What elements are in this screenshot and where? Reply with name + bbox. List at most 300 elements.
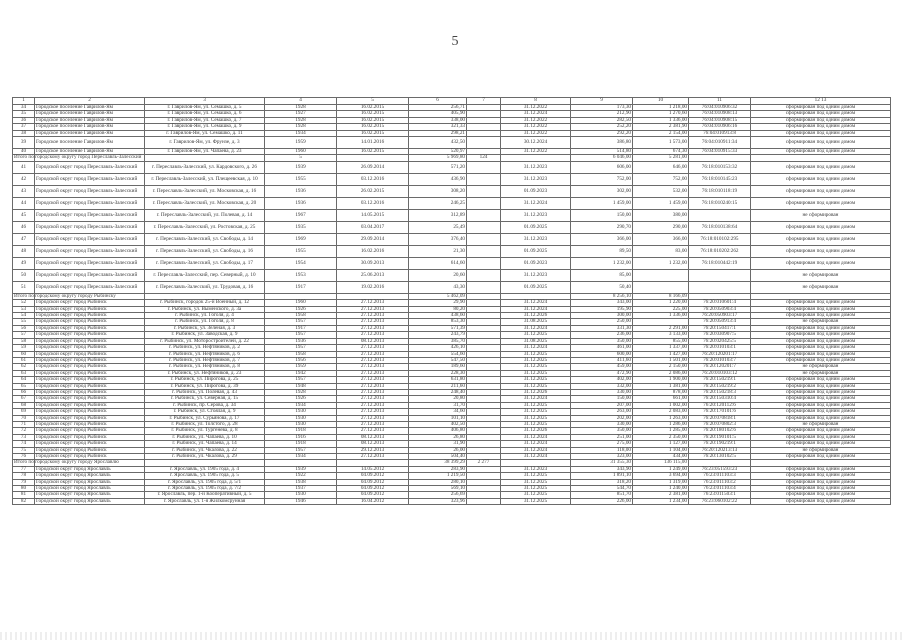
- table-cell: 08.12.2013: [337, 441, 409, 447]
- table-cell: г. Переславль-Залесский, ул. Полевая, д. 14: [145, 209, 265, 221]
- table-cell: 263,00: [571, 409, 633, 415]
- table-cell: Городской округ город Переславль-Залесский: [35, 185, 145, 197]
- table-cell: сформирован под одним домом: [751, 137, 891, 149]
- table-cell: 330,00: [571, 421, 633, 427]
- table-cell: г. Рыбинск, ул. Выменского, д. 3а: [145, 306, 265, 312]
- table-cell: 338,00: [409, 117, 467, 123]
- table-cell: г. Гаврилов-Ям, ул. Фрунзе, д. 3: [145, 137, 265, 149]
- table-cell: 292,20: [571, 130, 633, 136]
- table-cell: сформирован под одним домом: [751, 357, 891, 363]
- table-cell: 1930: [265, 409, 337, 415]
- table-cell: 48: [13, 245, 35, 257]
- table-cell: 661,00: [633, 396, 689, 402]
- table-cell: 31.12.2025: [501, 370, 571, 376]
- table-cell: сформирован под одним домом: [751, 492, 891, 498]
- table-cell: Городской округ город Ярославль: [35, 479, 145, 485]
- table-cell: 514,80: [571, 149, 633, 155]
- table-cell: сформирован под одним домом: [751, 434, 891, 440]
- table-cell: 1948: [265, 383, 337, 389]
- table-cell: г. Переславль-Залесский, ул. Кардовского, д. 26: [145, 161, 265, 173]
- table-cell: 343,00: [571, 300, 633, 306]
- table-cell: Городской округ город Переславль-Залесский: [35, 161, 145, 173]
- table-cell: сформирован под одним домом: [751, 409, 891, 415]
- table-cell: 25.06.2013: [337, 269, 409, 281]
- table-cell: г. Переславль-Залесский, ул. Свободы, д. 16: [145, 245, 265, 257]
- table-cell: 76:20:020425:5: [689, 338, 751, 344]
- table-cell: 1954: [265, 257, 337, 269]
- table-cell: 31.12.2025: [501, 415, 571, 421]
- table-cell: 331,30: [571, 325, 633, 331]
- table-cell: 76:23:060102:22: [689, 498, 751, 504]
- table-cell: не сформирован: [751, 370, 891, 376]
- table-cell: 56: [13, 325, 35, 331]
- table-cell: 298,21: [409, 130, 467, 136]
- table-cell: Городской округ город Рыбинск: [35, 421, 145, 427]
- table-cell: 1936: [265, 197, 337, 209]
- table-cell: 83,00: [633, 245, 689, 257]
- table-cell: 76:04:010908:15: [689, 117, 751, 123]
- table-cell: Городской округ город Рыбинск: [35, 370, 145, 376]
- table-cell: сформирован под одним домом: [751, 428, 891, 434]
- table-cell: Городской округ город Рыбинск: [35, 415, 145, 421]
- table-cell: сформирован под одним домом: [751, 149, 891, 155]
- table-cell: Городской округ город Рыбинск: [35, 306, 145, 312]
- table-cell: 631,80: [409, 377, 467, 383]
- table-cell: 76:20:150219:1: [689, 377, 751, 383]
- page-number: 5: [451, 34, 459, 49]
- table-cell: [467, 257, 501, 269]
- table-cell: 1957: [265, 447, 337, 453]
- table-cell: 04.09.2012: [337, 486, 409, 492]
- table-cell: 308,20: [409, 185, 467, 197]
- table-cell: 1928: [265, 389, 337, 395]
- table-cell: 1917: [265, 281, 337, 293]
- table-cell: 69: [13, 409, 35, 415]
- table-cell: Городской округ город Рыбинск: [35, 357, 145, 363]
- table-cell: 5: [265, 155, 337, 161]
- header-cell: 10: [633, 98, 689, 105]
- table-cell: 434,00: [633, 454, 689, 460]
- table-cell: 1928: [265, 124, 337, 130]
- table-cell: 1955: [265, 173, 337, 185]
- table-cell: 212,90: [571, 111, 633, 117]
- table-cell: 31.12.2025: [501, 351, 571, 357]
- table-cell: 45: [13, 209, 35, 221]
- table-cell: 31.12.2023: [501, 161, 571, 173]
- table-cell: 461,00: [571, 345, 633, 351]
- table-cell: 31.12.2024: [501, 441, 571, 447]
- table-cell: 472,90: [571, 370, 633, 376]
- table-cell: 31.12.2025: [501, 357, 571, 363]
- table-cell: 31.12.2023: [501, 233, 571, 245]
- table-cell: 8 166,09: [633, 293, 689, 299]
- table-cell: 31.12.2025: [501, 402, 571, 408]
- table-cell: сформирован под одним домом: [751, 332, 891, 338]
- table-cell: 25,49: [409, 221, 467, 233]
- table-cell: сформирован под одним домом: [751, 454, 891, 460]
- table-cell: [467, 269, 501, 281]
- table-cell: Городской округ город Ярославль: [35, 492, 145, 498]
- table-cell: 08.12.2013: [337, 338, 409, 344]
- table-cell: Итого по городскому округу городу Ярославлю: [14, 459, 119, 466]
- table-cell: 1939: [265, 466, 337, 472]
- table-cell: г. Переславль-Залесский, ул. Плещеевская, д. 10: [145, 173, 265, 185]
- table-cell: 31.12.2025: [501, 473, 571, 479]
- table-cell: 101,10: [409, 415, 467, 421]
- table-cell: Городской округ город Рыбинск: [35, 434, 145, 440]
- table-cell: 27.12.2013: [337, 421, 409, 427]
- table-cell: не сформирован: [751, 447, 891, 453]
- table-cell: сформирован под одним домом: [751, 233, 891, 245]
- table-cell: 2 291,00: [633, 325, 689, 331]
- table-cell: 380,00: [633, 209, 689, 221]
- table-cell: 76:20:150218:3: [689, 389, 751, 395]
- table-cell: 03.12.2016: [337, 197, 409, 209]
- table-cell: 547,50: [409, 357, 467, 363]
- table-cell: 3 694,00: [633, 473, 689, 479]
- table-cell: г. Гаврилов-Ям, ул. Семашко, д. 7: [145, 117, 265, 123]
- table-cell: 402,00: [571, 377, 633, 383]
- table-cell: сформирован под одним домом: [751, 377, 891, 383]
- table-row: [13, 257, 891, 269]
- table-cell: сформирован под одним домом: [751, 173, 891, 185]
- table-cell: 1 501,00: [633, 357, 689, 363]
- table-cell: 1930: [265, 415, 337, 421]
- table-cell: 76:20:050903:4: [689, 306, 751, 312]
- table-cell: Городской округ город Рыбинск: [35, 389, 145, 395]
- table-cell: 31.12.2024: [501, 454, 571, 460]
- table-cell: 81: [13, 492, 35, 498]
- table-cell: 76:18:010240:15: [689, 197, 751, 209]
- table-cell: 76:23:011103:3: [689, 473, 751, 479]
- table-cell: 31.12.2024: [501, 325, 571, 331]
- table-cell: 1930: [265, 421, 337, 427]
- table-cell: 1 104,00: [633, 447, 689, 453]
- table-cell: 74: [13, 441, 35, 447]
- table-cell: 1935: [265, 221, 337, 233]
- table-cell: 82: [13, 498, 35, 504]
- table-cell: 318,20: [571, 479, 633, 485]
- table-cell: 1 218,00: [633, 105, 689, 111]
- table-cell: 1967: [265, 209, 337, 221]
- table-cell: 27.12.2013: [337, 428, 409, 434]
- table-cell: 27.12.2013: [337, 370, 409, 376]
- table-cell: 55: [13, 319, 35, 325]
- table-cell: 323,00: [571, 454, 633, 460]
- table-cell: 35: [13, 111, 35, 117]
- table-cell: 31.12.2025: [501, 421, 571, 427]
- table-cell: 1957: [265, 345, 337, 351]
- table-cell: 436,90: [409, 173, 467, 185]
- table-cell: г. Рыбинск, ул. Нефтяников, д. 7: [145, 357, 265, 363]
- table-cell: 402,50: [409, 421, 467, 427]
- table-cell: г. Рыбинск, городок 25-й Военный, д. 12: [145, 300, 265, 306]
- table-cell: 189,60: [409, 364, 467, 370]
- table-cell: 332,00: [571, 383, 633, 389]
- table-cell: 27.12.2013: [337, 409, 409, 415]
- table-cell: 426,10: [409, 345, 467, 351]
- table-cell: 246,25: [409, 197, 467, 209]
- table-cell: 76:18:010202:262: [689, 245, 751, 257]
- table-cell: Городское поселение Гаврилов-Ям: [35, 105, 145, 111]
- table-cell: 1934: [265, 454, 337, 460]
- table-cell: 16.02.2015: [337, 105, 409, 111]
- table-cell: 76: [13, 454, 35, 460]
- table-cell: г. Рыбинск, ул. Пирогова, д. 39: [145, 383, 265, 389]
- table-cell: 2 277: [467, 460, 501, 466]
- table-cell: 78: [13, 473, 35, 479]
- table-cell: 459,00: [571, 364, 633, 370]
- table-cell: 76:18:010118:19: [689, 185, 751, 197]
- table-cell: 76:04:010911:34: [689, 137, 751, 149]
- table-cell: Городской округ город Рыбинск: [35, 319, 145, 325]
- table-cell: Итого по городскому округу городу Рыбинску: [14, 292, 116, 299]
- table-cell: сформирован под одним домом: [751, 441, 891, 447]
- table-cell: 386,80: [571, 137, 633, 149]
- table-cell: сформирован под одним домом: [751, 486, 891, 492]
- table-cell: 150,00: [571, 396, 633, 402]
- table-cell: г. Рыбинск, ул. Чапаева, д. 10: [145, 434, 265, 440]
- table-cell: 31.12.2026: [501, 389, 571, 395]
- table-row: [13, 269, 891, 281]
- table-cell: [689, 281, 751, 293]
- table-cell: 1942: [265, 370, 337, 376]
- table-cell: 323,96: [409, 498, 467, 504]
- table-cell: г. Ярославль, ул. 1905 года, д. 5/1: [145, 479, 265, 485]
- table-cell: 1969: [265, 233, 337, 245]
- table-cell: 282,50: [571, 117, 633, 123]
- table-cell: 31.12.2025: [501, 479, 571, 485]
- table-cell: 67: [13, 396, 35, 402]
- table-cell: 43,30: [409, 281, 467, 293]
- table-cell: сформирован под одним домом: [751, 313, 891, 319]
- table-cell: 76:18:010102:295: [689, 233, 751, 245]
- table-cell: Городской округ город Рыбинск: [35, 332, 145, 338]
- table-cell: 211,60: [409, 383, 467, 389]
- table-cell: 1922: [265, 473, 337, 479]
- header-cell: 11: [689, 98, 751, 105]
- table-cell: 1 232,00: [571, 257, 633, 269]
- table-cell: 31.12.2023: [501, 173, 571, 185]
- table-cell: не сформирован: [751, 319, 891, 325]
- table-cell: 1934: [265, 130, 337, 136]
- table-cell: Городской округ город Рыбинск: [35, 345, 145, 351]
- table-cell: 27.12.2013: [337, 306, 409, 312]
- table-cell: 290,70: [571, 221, 633, 233]
- table-cell: 76:18:010138:64: [689, 221, 751, 233]
- table-cell: 71: [13, 421, 35, 427]
- table-cell: 411,60: [571, 357, 633, 363]
- header-cell: 5: [337, 98, 409, 105]
- table-cell: 31.12.2024: [501, 306, 571, 312]
- table-cell: Городской округ город Ярославль: [35, 498, 145, 504]
- table-cell: 62: [13, 364, 35, 370]
- table-cell: 1960: [265, 149, 337, 155]
- table-cell: 571,20: [409, 161, 467, 173]
- table-cell: г. Гаврилов-Ям, ул. Чапаева, д. 23: [145, 149, 265, 155]
- table-cell: г. Ярославль, ул. 1905 года, д. 7/2: [145, 486, 265, 492]
- table-cell: 40: [13, 149, 35, 155]
- table-cell: 76:20:010103:12: [689, 370, 751, 376]
- table-cell: г. Ярославль, ул. 1905 года, д. 4: [145, 466, 265, 472]
- table-cell: 26.02.2015: [337, 185, 409, 197]
- table-cell: 57: [13, 332, 35, 338]
- table-cell: г. Переславль-Залесский, ул. Свободы, д. 17: [145, 257, 265, 269]
- table-cell: 1957: [265, 377, 337, 383]
- table-cell: 31.12.2023: [501, 466, 571, 472]
- header-cell: 1: [13, 98, 35, 105]
- table-cell: 16.02.2015: [337, 117, 409, 123]
- table-cell: сформирован под одним домом: [751, 197, 891, 209]
- table-cell: Городской округ город Переславль-Залесский: [35, 197, 145, 209]
- table-cell: 569,10: [409, 486, 467, 492]
- table-cell: 1926: [265, 396, 337, 402]
- table-cell: 50,40: [571, 281, 633, 293]
- table-cell: 30.09.2013: [337, 257, 409, 269]
- table-cell: сформирован под одним домом: [751, 111, 891, 117]
- table-cell: г. Рыбинск, ул. Тургенева, д. 8: [145, 428, 265, 434]
- table-cell: [467, 281, 501, 293]
- table-row: [13, 185, 891, 197]
- table-cell: 1946: [265, 498, 337, 504]
- table-cell: г. Рыбинск, ул. Зеленая, д. 3: [145, 325, 265, 331]
- table-cell: 76:20:170101:6: [689, 409, 751, 415]
- table-cell: 43: [13, 185, 35, 197]
- table-cell: 312,89: [409, 209, 467, 221]
- table-cell: 60: [13, 351, 35, 357]
- table-cell: Городской округ город Рыбинск: [35, 441, 145, 447]
- table-cell: 226,00: [571, 498, 633, 504]
- table-cell: 1930: [265, 492, 337, 498]
- table-cell: 73: [13, 434, 35, 440]
- table-cell: Городской округ город Рыбинск: [35, 409, 145, 415]
- table-cell: 76:20:120112:6: [689, 402, 751, 408]
- table-cell: 405,90: [409, 111, 467, 117]
- table-cell: Городское поселение Гаврилов-Ям: [35, 130, 145, 136]
- table-cell: 31.12.2024: [501, 300, 571, 306]
- table-cell: Городской округ город Ярославль: [35, 473, 145, 479]
- table-cell: 228,30: [409, 370, 467, 376]
- table-cell: 855,00: [633, 338, 689, 344]
- table-cell: 16.02.2015: [337, 130, 409, 136]
- table-cell: Городской округ город Рыбинск: [35, 383, 145, 389]
- table-cell: г. Рыбинск, ул. Моторостроителей, д. 22: [145, 338, 265, 344]
- table-cell: сформирован под одним домом: [751, 473, 891, 479]
- table-cell: 136 115,00: [633, 460, 689, 466]
- table-cell: 1960: [265, 300, 337, 306]
- table-cell: 27.12.2013: [337, 300, 409, 306]
- table-cell: 26,80: [409, 434, 467, 440]
- table-cell: 1 220,00: [633, 300, 689, 306]
- table-cell: 1957: [265, 332, 337, 338]
- table-cell: 77: [13, 466, 35, 472]
- table-cell: 366,00: [633, 233, 689, 245]
- table-cell: 1928: [265, 105, 337, 111]
- table-cell: Городской округ город Рыбинск: [35, 447, 145, 453]
- table-cell: 1 232,00: [633, 257, 689, 269]
- table-cell: г. Рыбинск, ул. Гоголя, д. 8: [145, 319, 265, 325]
- table-cell: 1 234,00: [633, 498, 689, 504]
- table-cell: 01.09.2025: [501, 221, 571, 233]
- table-cell: Городской округ город Ярославль: [35, 486, 145, 492]
- table-cell: 31.12.2025: [501, 364, 571, 370]
- table-cell: 256,71: [409, 105, 467, 111]
- table-cell: 31.12.2024: [501, 396, 571, 402]
- table-cell: 27.12.2013: [337, 319, 409, 325]
- table-cell: не сформирован: [751, 281, 891, 293]
- table-cell: [467, 185, 501, 197]
- table-cell: 80,20: [409, 306, 467, 312]
- header-cell: 12 13: [751, 98, 891, 105]
- table-cell: сформирован под одним домом: [751, 221, 891, 233]
- table-cell: 31,70: [409, 402, 467, 408]
- table-cell: 31.12.2023: [501, 269, 571, 281]
- table-cell: Городской округ город Рыбинск: [35, 396, 145, 402]
- table-cell: 20,60: [409, 269, 467, 281]
- table-cell: сформирован под одним домом: [751, 345, 891, 351]
- table-cell: сформирован под одним домом: [751, 105, 891, 111]
- data-table-container: [12, 97, 890, 505]
- table-cell: г. Гаврилов-Ям, ул. Семашко, д. 6: [145, 111, 265, 117]
- table-cell: 504,40: [409, 454, 467, 460]
- table-cell: Городской округ город Переславль-Залесский: [35, 257, 145, 269]
- table-cell: 01.09.2023: [501, 185, 571, 197]
- table-cell: г. Ярославль, пер. 1-й Кооперативный, д. 5: [145, 492, 265, 498]
- table-cell: сформирован под одним домом: [751, 185, 891, 197]
- table-cell: 1957: [265, 319, 337, 325]
- table-cell: 290,00: [633, 221, 689, 233]
- table-cell: Городской округ город Рыбинск: [35, 351, 145, 357]
- table-cell: г. Рыбинск, ул. Чапаева, д. 14: [145, 441, 265, 447]
- table-cell: Городской округ город Переславль-Залесский: [35, 269, 145, 281]
- table-cell: сформирован под одним домом: [751, 161, 891, 173]
- table-cell: г. Переславль-Залесский, ул. Свободы, д. 14: [145, 233, 265, 245]
- table-cell: сформирован под одним домом: [751, 389, 891, 395]
- table-cell: 2 150,00: [633, 364, 689, 370]
- table-cell: Городской округ город Рыбинск: [35, 313, 145, 319]
- table-cell: 76:04:010908:13: [689, 111, 751, 117]
- table-cell: 2 154,00: [633, 130, 689, 136]
- table-cell: сформирован под одним домом: [751, 257, 891, 269]
- table-cell: 252,20: [571, 124, 633, 130]
- table-cell: г. Переславль-Залесский, ул. Московская, д. 16: [145, 185, 265, 197]
- table-cell: 47: [13, 233, 35, 245]
- table-cell: 89,50: [571, 245, 633, 257]
- table-cell: 1 337,00: [633, 345, 689, 351]
- table-cell: 76:20:120201:7: [689, 364, 751, 370]
- table-cell: 51: [13, 281, 35, 293]
- table-cell: 01.09.2025: [501, 245, 571, 257]
- table-cell: 207,00: [571, 402, 633, 408]
- table-cell: 76:20:180102:6: [689, 428, 751, 434]
- table-cell: [467, 209, 501, 221]
- table-cell: 31.08.2025: [501, 338, 571, 344]
- table-cell: 16.02.2016: [337, 245, 409, 257]
- table-cell: 72: [13, 428, 35, 434]
- table-cell: Городское поселение Гаврилов-Ям: [35, 149, 145, 155]
- table-cell: 31 355,30: [571, 460, 633, 466]
- table-cell: 63: [13, 370, 35, 376]
- table-cell: 571,39: [409, 325, 467, 331]
- header-cell: 4: [265, 98, 337, 105]
- table-cell: г. Рыбинск, ул. Стоялая, д. 9: [145, 409, 265, 415]
- header-cell: 2: [35, 98, 145, 105]
- header-cell: 8: [501, 98, 571, 105]
- table-cell: 27.12.2013: [337, 415, 409, 421]
- table-cell: 646,00: [633, 161, 689, 173]
- table-cell: 29,90: [409, 300, 467, 306]
- table-row: [13, 498, 891, 504]
